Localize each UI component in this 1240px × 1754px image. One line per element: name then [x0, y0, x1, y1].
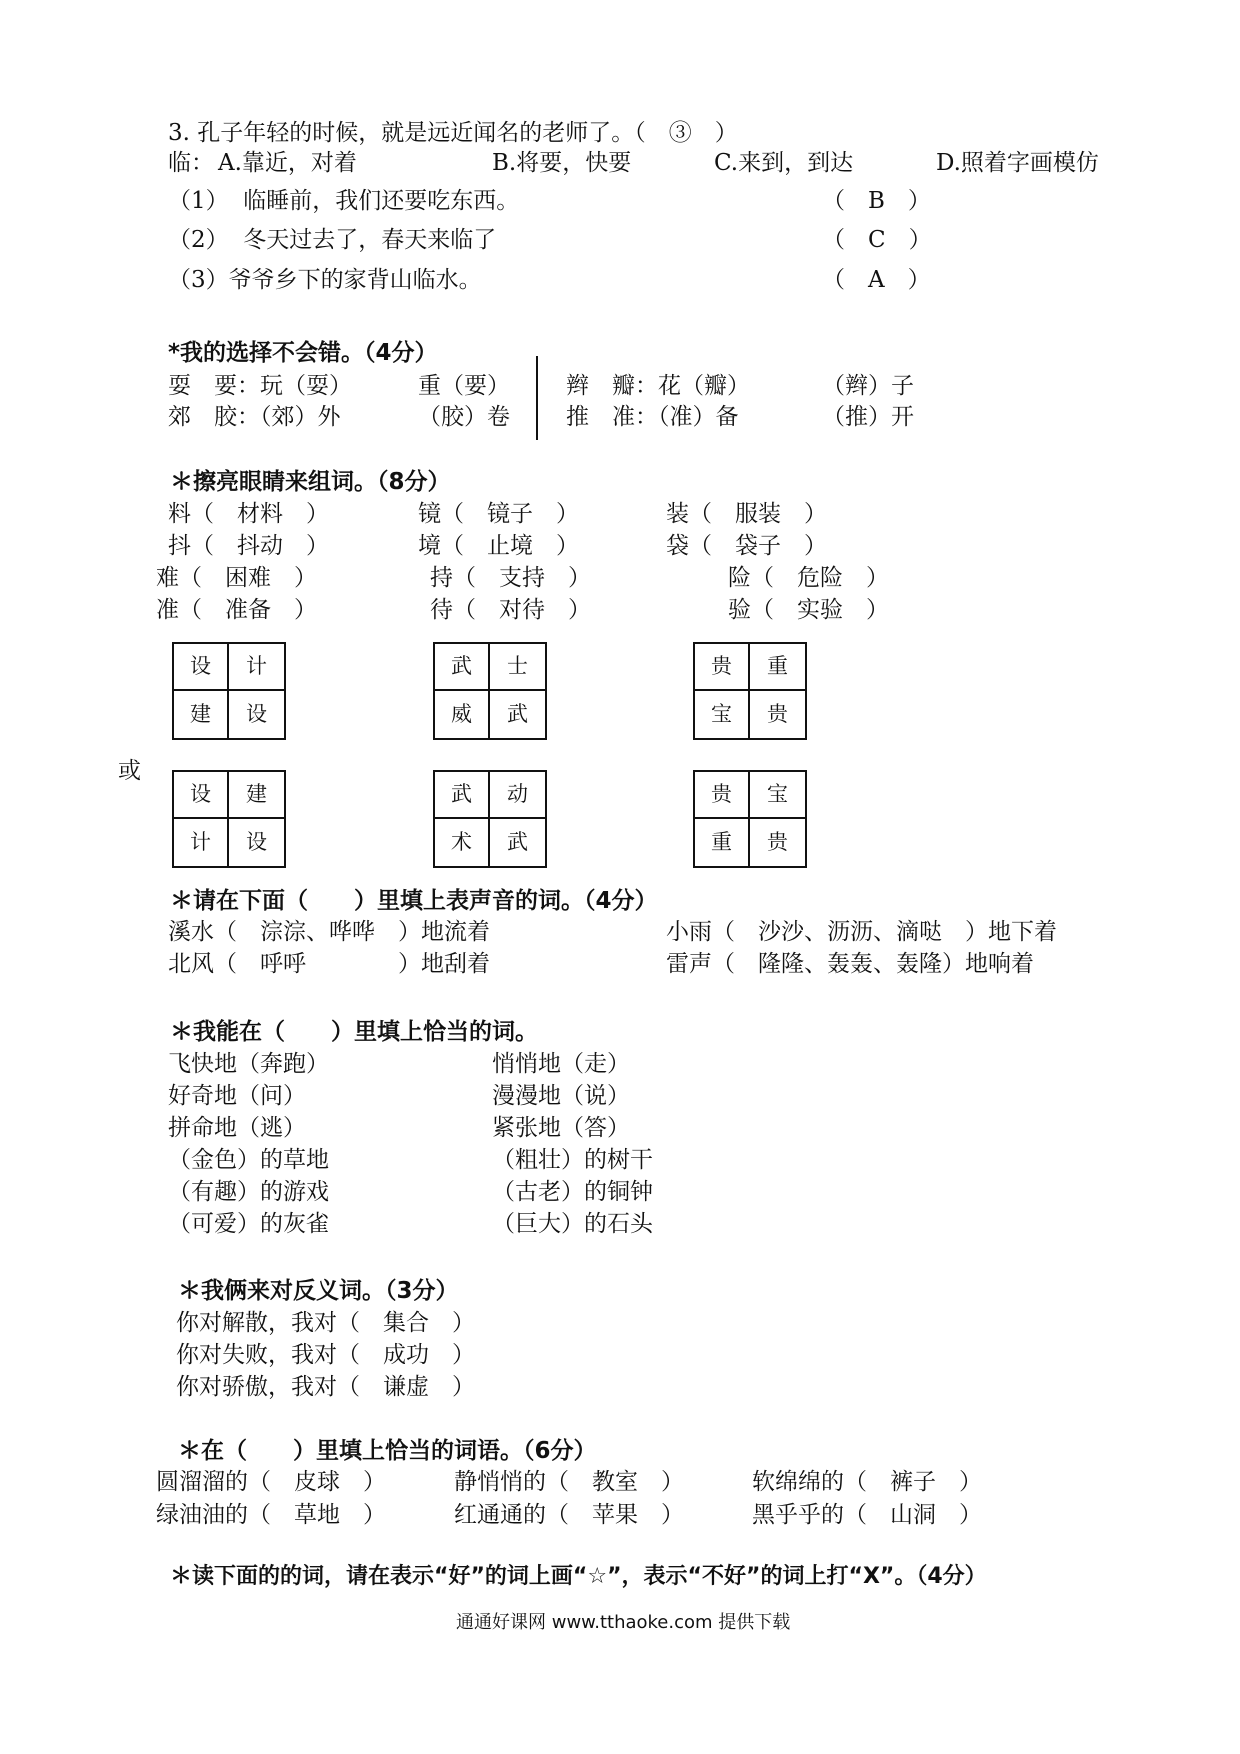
char-grid [433, 642, 547, 740]
grid-cell: 武 [435, 644, 490, 691]
char-grid [693, 642, 807, 740]
char-grid [172, 770, 286, 868]
q3-item-1: （1） 临睡前，我们还要吃东西。 [168, 188, 520, 214]
antonyms-item-1: 你对解散，我对（ 集合 ） [176, 1310, 475, 1336]
words-row1-b: 镜（ 镜子 ） [418, 501, 579, 527]
grid-cell: 宝 [695, 691, 750, 738]
choice-row2-a: 郊 胶：（郊）外 [168, 404, 341, 430]
grid-cell: 贵 [767, 830, 788, 854]
words-row1-a: 料（ 材料 ） [168, 501, 329, 527]
grid-cell: 动 [490, 772, 545, 819]
or-label: 或 [118, 758, 141, 784]
grid-cell: 武 [435, 772, 490, 819]
grid-cell: 贵 [767, 702, 788, 726]
choice-row1-a: 耍 要：玩（耍） [168, 373, 352, 399]
last-heading: ＊读下面的的词，请在表示“好”的词上画“☆”，表示“不好”的词上打“X”。（4分） [170, 1564, 987, 1589]
fill-right-4: （粗壮）的树干 [492, 1147, 653, 1173]
grid-cell: 重 [750, 644, 805, 691]
grid-cell: 计 [229, 644, 284, 691]
grid-cell: 武 [507, 830, 528, 854]
phrases-row1-a: 圆溜溜的（ 皮球 ） [156, 1469, 386, 1495]
fill-right-6: （巨大）的石头 [492, 1211, 653, 1237]
footer-text: 通通好课网 www.tthaoke.com 提供下载 [456, 1612, 791, 1633]
words-row3-a: 难（ 困难 ） [156, 565, 317, 591]
phrases-row2-c: 黑乎乎的（ 山洞 ） [752, 1502, 982, 1528]
q3-question: 3. 孔子年轻的时候，就是远近闻名的老师了。（ ③ ） [168, 120, 738, 146]
choice-divider [536, 356, 538, 440]
grid-cell: 计 [174, 819, 229, 866]
fill-heading: ＊我能在（ ）里填上恰当的词。 [170, 1019, 538, 1045]
fill-left-3: 拼命地（逃） [168, 1115, 306, 1141]
words-row3-b: 持（ 支持 ） [430, 565, 591, 591]
words-row4-b: 待（ 对待 ） [430, 597, 591, 623]
words-row3-c: 险（ 危险 ） [728, 565, 889, 591]
grid-cell: 威 [435, 691, 490, 738]
fill-right-3: 紧张地（答） [492, 1115, 630, 1141]
fill-left-1: 飞快地（奔跑） [168, 1051, 329, 1077]
grid-cell: 重 [695, 819, 750, 866]
sounds-item-2: 小雨（ 沙沙、沥沥、滴哒 ）地下着 [666, 919, 1057, 945]
grid-cell: 建 [174, 691, 229, 738]
choice-row2-b: （胶）卷 [418, 404, 510, 430]
phrases-row1-b: 静悄悄的（ 教室 ） [454, 1469, 684, 1495]
words-row2-a: 抖（ 抖动 ） [168, 533, 329, 559]
choice-row1-b: 重（要） [418, 373, 510, 399]
sounds-heading: ＊请在下面（ ）里填上表声音的词。（4分） [170, 888, 658, 914]
fill-left-6: （可爱）的灰雀 [168, 1211, 329, 1237]
phrases-row2-a: 绿油油的（ 草地 ） [156, 1502, 386, 1528]
grid-cell: 设 [174, 644, 229, 691]
words-heading: ＊擦亮眼睛来组词。（8分） [170, 469, 451, 495]
choice-row2-c: 推 准：（准）备 [566, 404, 739, 430]
q3-option-b: B.将要，快要 [492, 150, 632, 176]
grid-cell: 宝 [750, 772, 805, 819]
q3-options-label: 临： [168, 150, 214, 176]
grid-cell: 设 [246, 702, 267, 726]
words-row4-a: 准（ 准备 ） [156, 597, 317, 623]
q3-option-d: D.照着字画模仿 [936, 150, 1099, 176]
words-row4-c: 验（ 实验 ） [728, 597, 889, 623]
sounds-item-1: 溪水（ 淙淙、哗哗 ）地流着 [168, 919, 490, 945]
antonyms-heading: ＊我俩来对反义词。（3分） [178, 1278, 459, 1304]
grid-cell: 武 [507, 702, 528, 726]
grid-cell: 术 [435, 819, 490, 866]
fill-left-5: （有趣）的游戏 [168, 1179, 329, 1205]
antonyms-item-3: 你对骄傲，我对（ 谦虚 ） [176, 1374, 475, 1400]
words-row2-b: 境（ 止境 ） [418, 533, 579, 559]
char-grid [433, 770, 547, 868]
fill-left-4: （金色）的草地 [168, 1147, 329, 1173]
phrases-row1-c: 软绵绵的（ 裤子 ） [752, 1469, 982, 1495]
q3-option-a: A.靠近，对着 [218, 150, 357, 176]
sounds-item-3: 北风（ 呼呼 ）地刮着 [168, 951, 490, 977]
grid-cell: 贵 [695, 644, 750, 691]
q3-answer-3: （ A ） [822, 267, 931, 293]
grid-cell: 设 [174, 772, 229, 819]
words-row1-c: 装（ 服装 ） [666, 501, 827, 527]
antonyms-item-2: 你对失败，我对（ 成功 ） [176, 1342, 475, 1368]
grid-cell: 建 [229, 772, 284, 819]
fill-right-5: （古老）的铜钟 [492, 1179, 653, 1205]
grid-cell: 贵 [695, 772, 750, 819]
char-grid [172, 642, 286, 740]
choice-row1-c: 辫 瓣：花（瓣） [566, 373, 750, 399]
phrases-heading: ＊在（ ）里填上恰当的词语。（6分） [178, 1438, 597, 1464]
q3-answer-2: （ C ） [822, 227, 932, 253]
fill-right-1: 悄悄地（走） [492, 1051, 630, 1077]
choice-row1-d: （辫）子 [822, 373, 914, 399]
phrases-row2-b: 红通通的（ 苹果 ） [454, 1502, 684, 1528]
choice-row2-d: （推）开 [822, 404, 914, 430]
fill-right-2: 漫漫地（说） [492, 1083, 630, 1109]
words-row2-c: 袋（ 袋子 ） [666, 533, 827, 559]
q3-option-c: C.来到，到达 [714, 150, 854, 176]
fill-left-2: 好奇地（问） [168, 1083, 306, 1109]
q3-item-2: （2） 冬天过去了，春天来临了 [168, 227, 497, 253]
sounds-item-4: 雷声（ 隆隆、轰轰、轰隆）地响着 [666, 951, 1034, 977]
q3-answer-1: （ B ） [822, 188, 931, 214]
grid-cell: 设 [246, 830, 267, 854]
char-grid [693, 770, 807, 868]
choice-heading: *我的选择不会错。（4分） [168, 340, 438, 366]
grid-cell: 士 [490, 644, 545, 691]
q3-item-3: （3）爷爷乡下的家背山临水。 [168, 267, 482, 293]
